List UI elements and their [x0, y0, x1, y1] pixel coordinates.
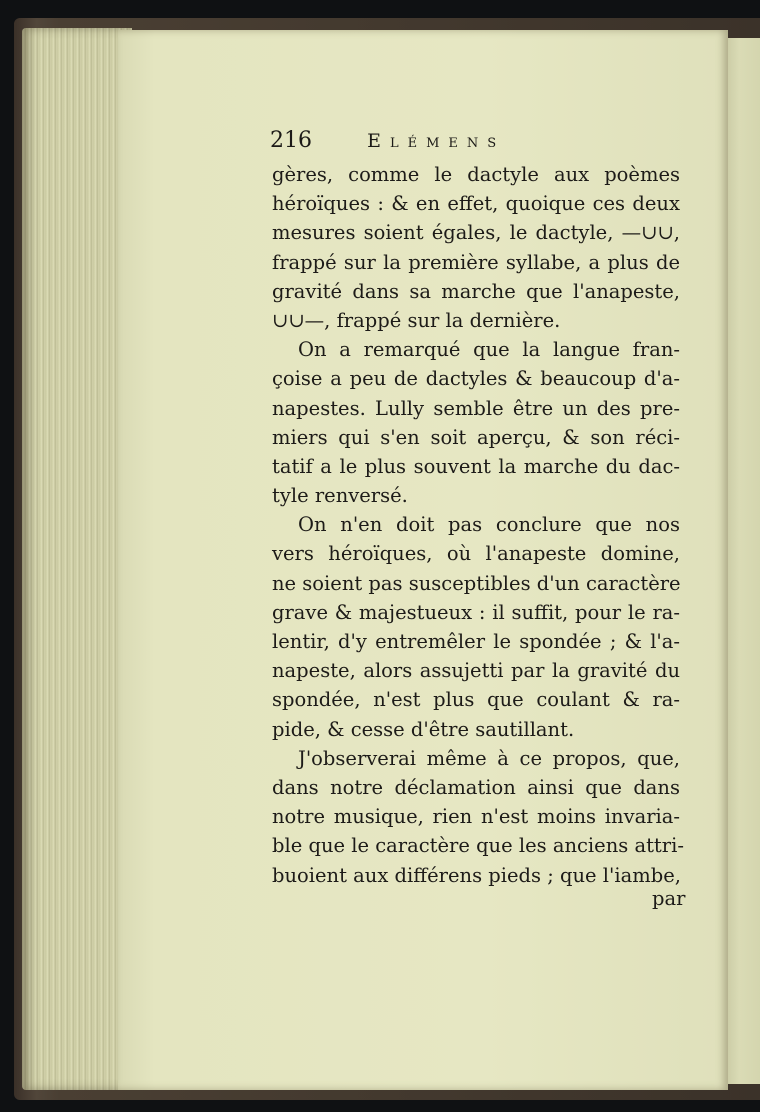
text-line: miers qui s'en soit aperçu, & son réci- [272, 425, 680, 449]
text-line: notre musique, rien n'est moins invaria- [272, 805, 680, 829]
running-head: Elémens [367, 130, 506, 152]
text-line: lentir, d'y entremêler le spondée ; & l'a- [272, 630, 680, 653]
text-line: héroïques : & en effet, quoique ces deux [272, 192, 680, 216]
text-line: pide, & cesse d'être sautillant. [272, 717, 575, 741]
page-number: 216 [270, 128, 312, 153]
facing-page-edge [724, 38, 760, 1084]
text-line: ne soient pas susceptibles d'un caractère [272, 571, 681, 595]
text-line: çoise a peu de dactyles & beaucoup d'a- [272, 367, 680, 391]
body-text [272, 160, 684, 890]
text-line: vers héroïques, où l'anapeste domine, [272, 542, 680, 566]
text-line: ∪∪—, frappé sur la dernière. [272, 308, 561, 332]
text-line: tatif a le plus souvent la marche du dac- [272, 454, 680, 478]
page-header [270, 128, 505, 153]
page-edges [22, 28, 132, 1090]
text-line: ble que le caractère que les anciens attri- [272, 834, 684, 858]
text-line: gères, comme le dactyle aux poèmes [272, 163, 680, 186]
text-line: tyle renversé. [272, 484, 408, 508]
text-line: spondée, n'est plus que coulant & ra- [272, 688, 680, 712]
text-line: On a remarqué que la langue fran- [298, 338, 680, 362]
text-line: frappé sur la première syllabe, a plus de [272, 250, 680, 274]
text-line: J'observerai même à ce propos, que, [298, 746, 680, 770]
text-line: napeste, alors assujetti par la gravité du [272, 659, 680, 683]
text-line: mesures soient égales, le dactyle, —∪∪, [272, 221, 680, 245]
text-line: On n'en doit pas conclure que nos [298, 513, 680, 537]
text-line: napestes. Lully semble être un des pre- [272, 396, 680, 420]
text-line: buoient aux différens pieds ; que l'iambe, [272, 863, 681, 887]
text-line: gravité dans sa marche que l'anapeste, [272, 279, 680, 303]
text-line: dans notre déclamation ainsi que dans [272, 775, 680, 799]
catchword: par [652, 887, 686, 910]
text-line: grave & majestueux : il suffit, pour le ra- [272, 600, 680, 624]
